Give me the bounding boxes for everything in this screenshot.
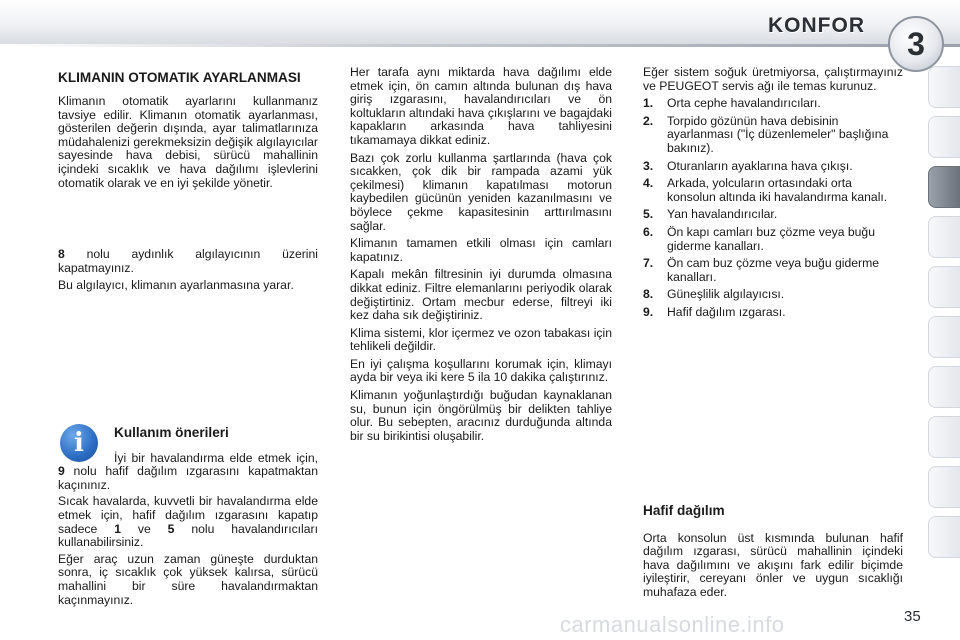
list-item [643, 257, 903, 284]
item-number: 3. [643, 158, 654, 173]
chapter-tab[interactable] [928, 416, 960, 458]
info-icon: i [60, 424, 98, 462]
header-divider [0, 44, 960, 47]
legend-intro: Eğer sistem soğuk üretmiyorsa, çalıştırmayınız ve PEUGEOT servis ağı ile temas kurunuz. [643, 65, 903, 93]
tips-number: 1 [114, 521, 121, 536]
list-item [643, 115, 903, 156]
list-item [643, 97, 903, 111]
paragraph: Klimanın tamamen etkili olması için camları kapatınız. [350, 236, 612, 264]
column-3 [643, 66, 903, 324]
watermark: carmanualsonline.info [560, 612, 785, 637]
chapter-tab[interactable] [928, 466, 960, 508]
tips-text: ve [120, 521, 168, 536]
list-item [643, 226, 903, 253]
sensor-paragraph-2: Bu algılayıcı, klimanın ayarlanmasına yarar. [58, 278, 294, 293]
list-item [643, 288, 903, 302]
item-number: 7. [643, 256, 654, 271]
column-2 [350, 66, 612, 447]
chapter-tab[interactable] [928, 216, 960, 258]
list-item [643, 160, 903, 174]
item-text: Yan havalandırıcılar. [667, 207, 778, 222]
list-item [643, 177, 903, 204]
usage-tips [58, 426, 318, 610]
chapter-tab-active[interactable] [928, 166, 960, 208]
item-number: 6. [643, 224, 654, 239]
item-text: Ön kapı camları buz çözme veya buğu giderme kanalları. [667, 224, 875, 253]
item-text: Torpido gözünün hava debisinin ayarlanması ("İç düzenlemeler" başlığına bakınız). [667, 113, 889, 155]
item-text: Orta cephe havalandırıcıları. [667, 96, 821, 111]
item-text: Ön cam buz çözme veya buğu giderme kanalları. [667, 256, 880, 284]
chapter-tab[interactable] [928, 516, 960, 558]
chapter-tab[interactable] [928, 266, 960, 308]
tips-heading: Kullanım önerileri [114, 425, 229, 440]
sensor-number: 8 [58, 247, 65, 262]
section-heading: KLIMANIN OTOMATIK AYARLANMASI [58, 70, 301, 85]
chapter-number-badge: 3 [888, 16, 944, 72]
light-distribution-text: Orta konsolun üst kısmında bulunan hafif dağılım ızgarası, sürücü mahallinin içindeki hava dağılımını ve akışını fark edilir biçimde iyileştirir, cereyanı önler ve uygun sıcaklığı muhafaza eder. [643, 530, 903, 599]
tips-text: nolu havalandırıcıları kullanabilirsiniz. [58, 521, 318, 550]
paragraph: Kapalı mekân filtresinin iyi durumda olmasına dikkat ediniz. Filtre elemanlarını periyodik olarak değiştirtiniz. Ortam mecbur ederse, filtreyi iki kez daha sık değiştiriniz. [350, 267, 612, 323]
chapter-tabs [928, 66, 960, 566]
paragraph: Klima sistemi, klor içermez ve ozon tabakası için tehlikeli değildir. [350, 325, 612, 354]
chapter-title: KONFOR [768, 14, 865, 37]
tips-paragraph-1 [58, 452, 318, 493]
tips-text: Sıcak havalarda, kuvvetli bir havalandırma elde etmek için, hafif dağılım ızgarasını kapatıp sadece [58, 494, 318, 536]
paragraph: Bazı çok zorlu kullanma şartlarında (hava çok sıcakken, çok dik bir rampada azami yük çekilmesi) klimanın kapatılması motorun kaybedilen gücünün yeniden kazanılmasını ve böylece çekme kapasitesinin arttırılmasını sağlar. [350, 150, 612, 233]
list-item [643, 306, 903, 320]
tips-number: 9 [58, 464, 65, 479]
intro-paragraph: Klimanın otomatik ayarlarını kullanmanız tavsiye edilir. Klimanın otomatik ayarlanması, gösterilen değerin dışında, ayar talimatlarınıza müdahalenizi gerekmeksizin değişik algılayıcılar sayesinde hava debisi, sürücü mahallinin içindeki sıcaklık ve hava dağılımı işlevlerini otomatik olarak ve en iyi şekilde yönetir. [58, 94, 318, 190]
item-text: Güneşlilik algılayıcısı. [667, 287, 785, 302]
legend-list [643, 97, 903, 319]
column-1 [58, 70, 318, 297]
item-number: 2. [643, 113, 654, 128]
item-text: Arkada, yolcuların ortasındaki orta konsolun altında iki havalandırma kanalı. [667, 176, 888, 204]
sensor-text: nolu aydınlık algılayıcının üzerini kapatmayınız. [58, 247, 318, 275]
tips-text: İyi bir havalandırma elde etmek için, [114, 450, 318, 465]
list-item [643, 208, 903, 222]
paragraph: Her tarafa aynı miktarda hava dağılımı elde etmek için, ön camın altında bulunan dış hava giriş ızgarasını, havalandırıcıları ve ön koltukların altındaki hava çıkışlarını ve bagajdaki kapakların arkasında hava tahliyesini tıkamamaya dikkat ediniz. [350, 65, 612, 147]
chapter-tab[interactable] [928, 366, 960, 408]
chapter-tab[interactable] [928, 116, 960, 158]
item-number: 4. [643, 176, 654, 191]
item-number: 9. [643, 304, 654, 319]
tips-text: nolu hafif dağılım ızgarasını kapatmaktan kaçınınız. [58, 464, 318, 492]
item-text: Oturanların ayaklarına hava çıkışı. [667, 158, 853, 173]
sensor-paragraph [58, 248, 318, 275]
light-distribution-heading: Hafif dağılım [643, 503, 725, 518]
tips-number: 5 [167, 521, 175, 536]
paragraph: En iyi çalışma koşullarını korumak için, klimayı ayda bir veya iki kere 5 ila 10 dakika çalıştırınız. [350, 356, 612, 385]
tips-paragraph-3: Eğer araç uzun zaman güneşte durduktan sonra, iç sıcaklık çok yüksek kalırsa, sürücü mahallini bir süre havalandırmaktan kaçınmayınız. [58, 551, 318, 607]
page-number: 35 [904, 608, 921, 625]
tips-paragraph-2 [58, 495, 318, 549]
light-distribution-section [643, 504, 903, 600]
paragraph: Klimanın yoğunlaştırdığı buğudan kaynaklanan su, bunun için öngörülmüş bir delikten tahliye olur. Bu sebepten, aracınız durduğunda altında bir su birikintisi oluşabilir. [350, 388, 612, 443]
item-number: 5. [643, 207, 654, 222]
item-number: 1. [643, 96, 654, 111]
chapter-tab[interactable] [928, 316, 960, 358]
item-text: Hafif dağılım ızgarası. [667, 304, 786, 319]
item-number: 8. [643, 287, 654, 302]
chapter-tab[interactable] [928, 66, 960, 108]
